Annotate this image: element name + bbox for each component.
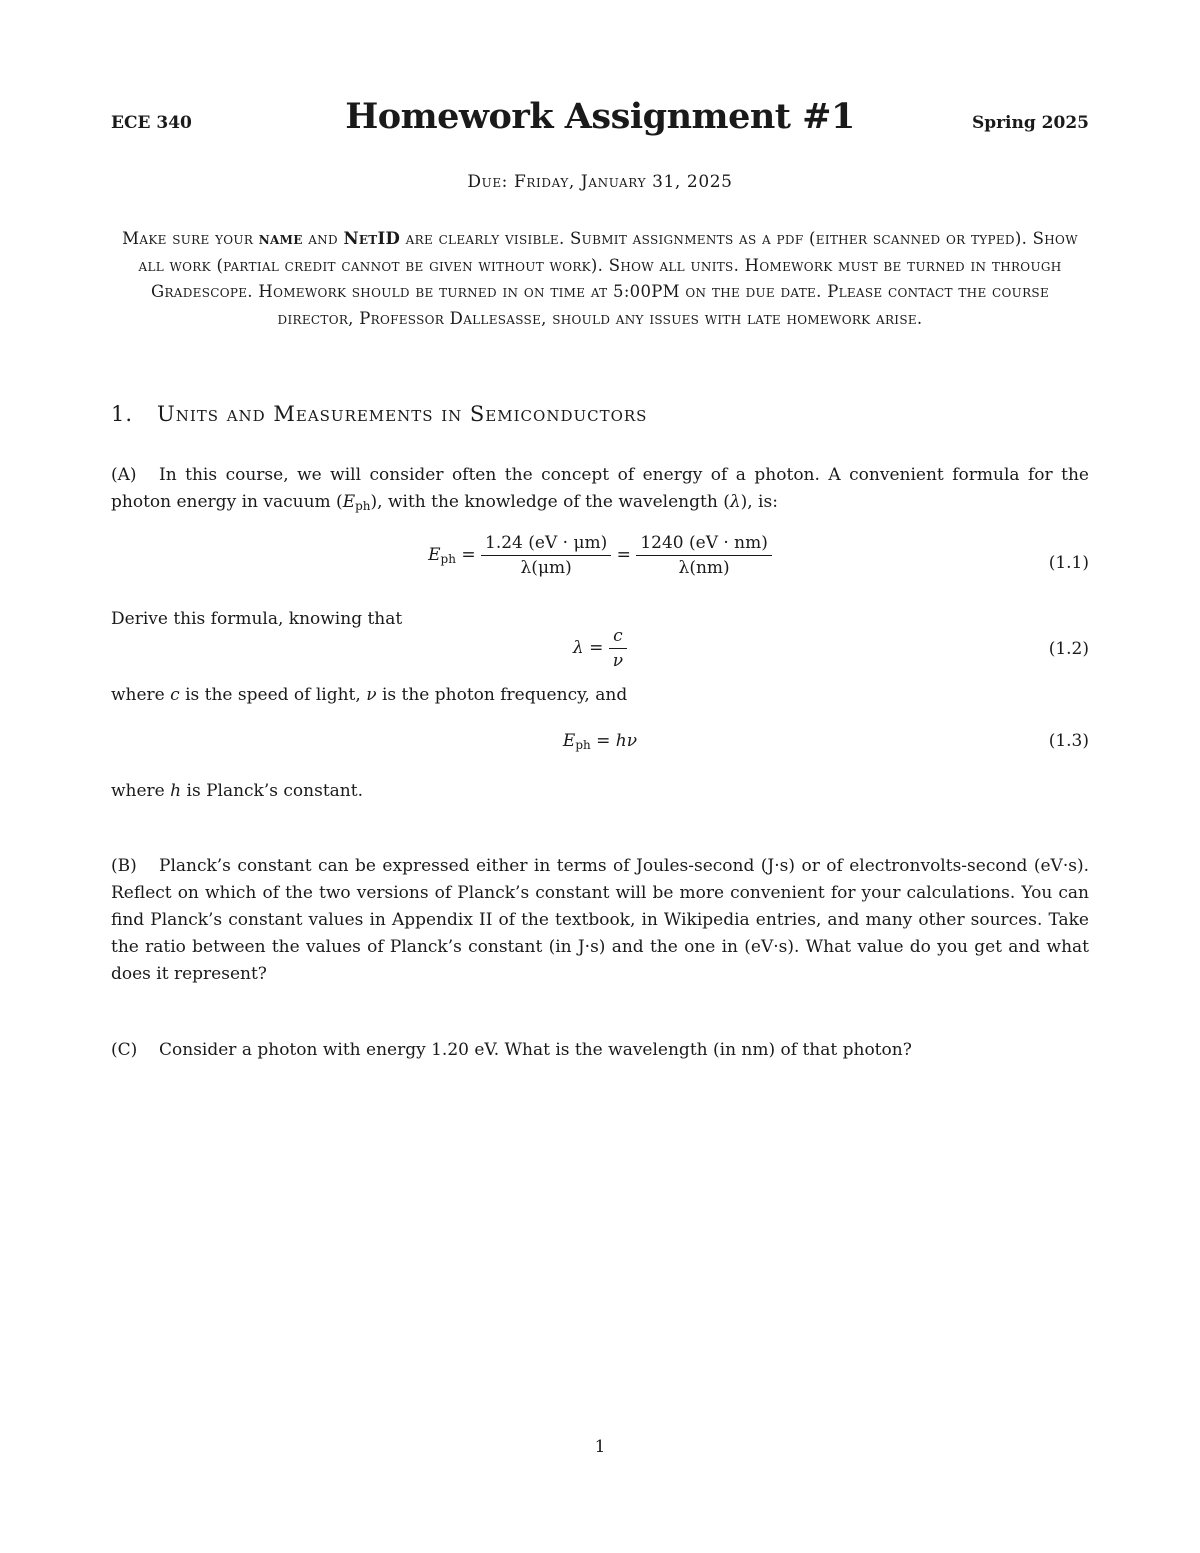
- page-header: [111, 96, 1089, 146]
- instructions: [120, 226, 1080, 332]
- instructions-text: and: [302, 229, 344, 248]
- eq1-lhs-sub: ph: [440, 552, 456, 566]
- term: Spring 2025: [971, 113, 1089, 133]
- eq2-equals: =: [589, 638, 604, 658]
- eq1-denominator-2: λ(nm): [678, 558, 730, 578]
- eq1-numerator-1: 1.24 (eV · μm): [481, 533, 611, 556]
- section-number: 1.: [111, 402, 134, 426]
- part-c-paragraph: [111, 1037, 1089, 1064]
- part-b-label: (B): [111, 856, 137, 876]
- eq3-lhs-sub: ph: [575, 738, 591, 752]
- equation-1-3: [111, 731, 1089, 761]
- eq1-fraction-2: [636, 533, 772, 578]
- eq1-fraction-1: [481, 533, 611, 578]
- var-e: E: [342, 492, 356, 512]
- where-text-2: [111, 778, 1089, 805]
- text: where: [111, 685, 171, 705]
- eq2-denominator: ν: [612, 651, 624, 671]
- equation-number: (1.2): [1048, 639, 1089, 659]
- part-a-text: ), with the knowledge of the wavelength (: [370, 492, 730, 512]
- var-h: h: [170, 781, 182, 801]
- instructions-netid-word: NetID: [343, 229, 401, 248]
- part-b-text: Planck’s constant can be expressed either in terms of Joules-second (J·s) or of electronvolts-second (eV·s). Reflect on which of the two versions of Planck’s constant will be more convenient for your calculations. You can find Planck’s constant values in Appendix II of the textbook, in Wikipedia entries, and many other sources. Take the ratio between the values of Planck’s constant (in J·s) and the one in (eV·s). What value do you get and what does it represent?: [111, 856, 1089, 984]
- eq1-lhs: E: [428, 545, 441, 565]
- instructions-text: Make sure your: [122, 229, 259, 248]
- eq2-lhs: λ: [572, 638, 584, 658]
- equation-number: (1.3): [1048, 731, 1089, 751]
- var-nu: ν: [366, 685, 377, 705]
- eq1-denominator-1: λ(μm): [520, 558, 572, 578]
- text: is the speed of light,: [179, 685, 367, 705]
- where-text-1: [111, 682, 1089, 709]
- derive-text: Derive this formula, knowing that: [111, 609, 403, 629]
- part-c-text: Consider a photon with energy 1.20 eV. What is the wavelength (in nm) of that photon?: [159, 1040, 912, 1060]
- part-a-text: ), is:: [740, 492, 778, 512]
- instructions-name-word: name: [258, 229, 303, 248]
- part-a-text: In this course, we will consider often the concept of energy of a photon. A convenient formula for the photon energy in vacuum (: [111, 465, 1089, 512]
- page-number: 1: [594, 1437, 606, 1457]
- eq1-equals: =: [461, 545, 476, 565]
- due-date: Due: Friday, January 31, 2025: [467, 172, 733, 192]
- eq3-lhs: E: [562, 731, 576, 751]
- eq1-equals-2: =: [616, 545, 631, 565]
- section-heading: [111, 402, 647, 426]
- eq2-fraction: [609, 626, 627, 671]
- equation-1-2: [111, 626, 1089, 678]
- equation-number: (1.1): [1048, 553, 1089, 573]
- var-c: c: [170, 685, 180, 705]
- part-b-paragraph: [111, 853, 1089, 988]
- eq1-numerator-2: 1240 (eV · nm): [636, 533, 772, 556]
- eq3-rhs: = hν: [596, 731, 638, 751]
- text: is Planck’s constant.: [181, 781, 363, 801]
- equation-1-1: [111, 533, 1089, 593]
- course-code: ECE 340: [111, 113, 192, 133]
- section-title: Units and Measurements in Semiconductors: [157, 402, 648, 426]
- var-lambda: λ: [729, 492, 741, 512]
- part-c-label: (C): [111, 1040, 138, 1060]
- part-a-paragraph: [111, 462, 1089, 516]
- sub-ph: ph: [355, 499, 371, 513]
- instructions-text: are clearly visible. Submit assignments as a pdf (either scanned or typed). Show all work (partial credit cannot be given without work). Show all units. Homework must be turned in through Gradescope. Homework should be turned in on time at 5:00PM on the due date. Please contact the course director, Professor Dallesasse, should any issues with late homework arise.: [138, 229, 1078, 328]
- page-title: Homework Assignment #1: [345, 96, 855, 137]
- part-a-label: (A): [111, 465, 137, 485]
- text: is the photon frequency, and: [376, 685, 628, 705]
- text: where: [111, 781, 171, 801]
- eq2-numerator: c: [609, 626, 627, 649]
